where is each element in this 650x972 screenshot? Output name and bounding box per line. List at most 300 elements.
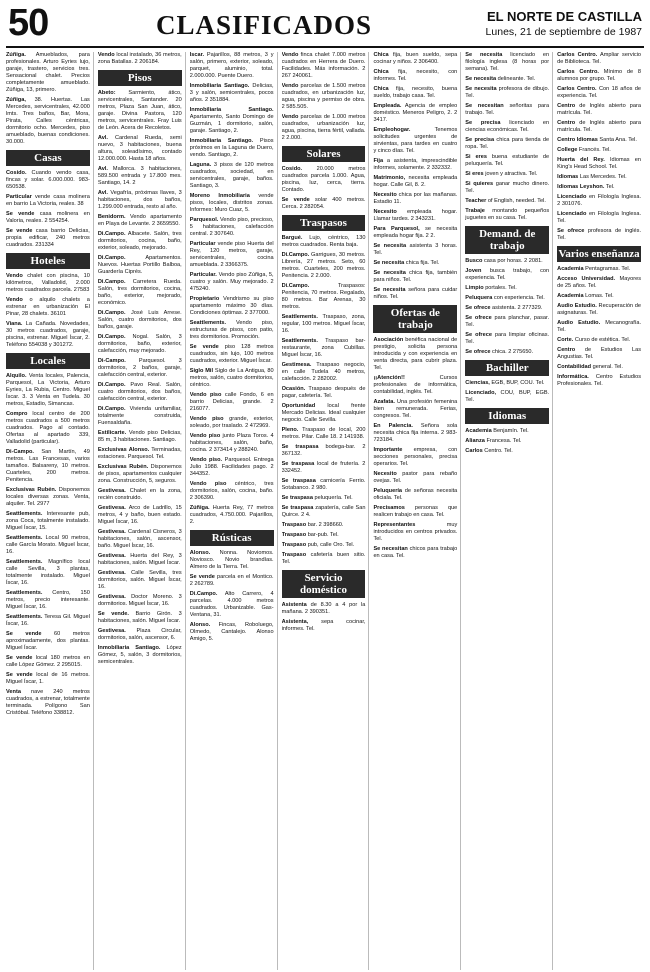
ad-lead: Carlos Centro. (557, 52, 598, 58)
ad-lead: Academia (557, 266, 584, 272)
classified-ad (282, 495, 366, 502)
ad-lead: Informática. (557, 374, 589, 380)
ad-lead: Chica (373, 52, 389, 58)
classified-ad (465, 295, 549, 302)
ad-text: Albacete. Salón, tres dormitorios, cocina, baño, exterior, soleado, mejorado. (97, 231, 182, 251)
classified-ad (557, 52, 641, 66)
ad-lead: Se precisa (465, 137, 495, 143)
ad-text: 20.000 metros cuadrados parcela 1.000. Agua, piscina, luz, cerca, tierra. Contado. (281, 166, 366, 193)
ad-text: Chalet en la zona, recién construido. (97, 488, 182, 501)
ad-text: Lomas. Tel. (583, 293, 614, 299)
ad-text: Parquesol. 3 dormitorios, 2 baños, garaje, calefacción central, exterior. (97, 358, 182, 378)
ad-text: muy introducidos en centros privados. Tel. (373, 522, 458, 542)
ad-text: general. Tel. (591, 364, 623, 370)
classified-ad (6, 194, 90, 208)
ad-lead: Se necesita (373, 243, 407, 249)
ad-text: busca trabajo, con experiencia. Tel. (465, 268, 550, 281)
ad-text: Traspaso, zona, regular, 100 metros. Miguel Íscar, 16. (281, 314, 366, 334)
ad-lead: Necesito (373, 209, 397, 215)
classified-ad (282, 52, 366, 80)
ad-lead: Gestivesa. (97, 628, 126, 634)
ad-lead: Siglo Mil (189, 368, 214, 374)
ad-lead: Benidorm. (97, 214, 126, 220)
classified-ad (190, 83, 274, 104)
classified-ad (373, 52, 457, 66)
ad-text: Apartamento, Santo Domingo de Guzmán, 1 dormitorio, salón, garaje. Santiago, 2. (189, 114, 274, 134)
ad-text: bar. 2 398660. (306, 522, 344, 528)
ad-lead: Iscar. (189, 52, 205, 58)
classified-columns (6, 52, 644, 970)
classified-ad (465, 52, 549, 73)
ad-text: Mallorca. 3 habitaciones, 589.500 entrada y 17.800 mes. Santiago, 14. 2 (97, 166, 182, 186)
ad-text: de 8.30 a 4 por la mañana. 2 390351. (281, 602, 366, 615)
ad-lead: Inmobiliaria Santiago. (97, 645, 161, 651)
ad-lead: Centro (557, 120, 576, 126)
classified-ad (282, 235, 366, 249)
ad-lead: Audio Estudio. (557, 320, 601, 326)
ad-lead: Ciencias, (465, 380, 490, 386)
ad-text: Huerta Rey, 77 metros cuadrados, 4.750.000. Pajarillos, 2. (189, 505, 274, 525)
classified-column (557, 52, 644, 970)
ad-text: cafetería buen sitio. Tel. (281, 552, 366, 565)
classified-ad (282, 283, 366, 311)
ad-lead: Peluquera (465, 295, 493, 301)
ad-lead: Di.Campo. (97, 231, 126, 237)
classified-ad (98, 190, 182, 211)
ad-text: Vendo piso Delicias, 85 m, 3 habitaciones. Santiago. (97, 430, 182, 443)
classified-ad (98, 488, 182, 502)
ad-lead: Zúñiga. (6, 52, 26, 58)
ad-lead: Se traspasa (281, 478, 316, 484)
classified-ad (282, 427, 366, 441)
ad-text: Siglo de La Antigua, 80 metros, salón, cuatro dormitorios, céntrico. (189, 368, 274, 388)
ad-lead: Vendo (6, 273, 23, 279)
ad-lead: Limpio (465, 285, 484, 291)
ad-lead: Necesito (373, 471, 397, 477)
ad-text: fija, necesito, buena sueldo, trabajo casa. Tel. (373, 86, 458, 99)
ad-text: Traspaso negocio, en calle Tudela 40 metros, calefacción. 2 282002. (281, 362, 366, 382)
ad-lead: Chica (373, 86, 389, 92)
ad-text: Vendo piso, estructuras de pisos, con patio, tres dormitorios. Promoción. (189, 320, 274, 340)
ad-lead: Licenciado, (465, 390, 497, 396)
ad-lead: Di.Campo. (97, 382, 126, 388)
ad-text: Curso de estética. Tel. (573, 337, 631, 343)
ad-text: para limpiar oficinas. Tel. (465, 332, 550, 345)
category-heading: Bachiller (465, 360, 549, 376)
ad-lead: Chica (373, 69, 389, 75)
ad-lead: Vendo (281, 52, 299, 58)
category-heading: Pisos (98, 70, 182, 86)
ad-lead: Centro Idiomas (557, 137, 598, 143)
classified-ad (282, 166, 366, 194)
ad-lead: Gestimesa. (281, 362, 312, 368)
ad-text: López Gómez, 5, salón, 3 dormitorios, semicentrales. (97, 645, 182, 665)
ad-lead: Di-Campo. (6, 449, 34, 455)
ad-lead: Carlos (465, 448, 483, 454)
ad-text: Parquesol. Entrega Julio 1988. Facilidades pago. 2 344352. (189, 457, 274, 477)
classified-ad (190, 368, 274, 389)
classified-ad (465, 448, 549, 455)
classified-ad (282, 403, 366, 424)
ad-text: Disponemos locales diversas zonas. Venta, alquiler. Tel. 2977 (6, 487, 90, 507)
classified-column (373, 52, 461, 970)
category-heading: Traspasos (282, 215, 366, 231)
classified-ad (282, 252, 366, 280)
ad-lead: Gestivesa. (97, 570, 126, 576)
ad-lead: Traspaso (281, 522, 307, 528)
ad-lead: Asistenta, (281, 619, 309, 625)
ad-text: de Inglés abierto para matrícula. Tel. (557, 103, 642, 116)
ad-lead: Se necesitan (465, 103, 504, 109)
ad-text: asistenta. 2 277329. (490, 305, 543, 311)
ad-lead: Exclusivas Alonso. (97, 447, 150, 453)
ad-lead: Gestivesa. (97, 529, 126, 535)
ad-lead: Seattlements. (6, 559, 43, 565)
ad-text: Vendrismo su piso apartamento máximo 30 días. Condiciones óptimas. 2 377000. (189, 296, 274, 316)
ad-text: Carretera Rueda. Salón, tres dormitorios, cocina, baño, exterior, mejorado, económico. (97, 279, 182, 306)
ad-text: Mecanografía. Tel. (557, 320, 642, 333)
ad-text: Venta locales, Palencia, Parquesol, La Victoria, Arturo Eyries, La Rubia, Centro. Miguel Íscar. 3. 3 Venta en Tudela. 30 metros, Estadio, Simancas. (6, 373, 90, 407)
classified-ad (557, 137, 641, 144)
ad-text: finca chalet 7.000 metros cuadrados en Herrera de Duero. Facilidades. Más información. 2 267 240061. (281, 52, 366, 79)
section-title: CLASIFICADOS (156, 10, 373, 40)
classified-ad (282, 461, 366, 475)
ad-text: Vendo piso, precioso, 5 habitaciones, calefacción central. 2 307640. (189, 217, 274, 237)
classified-ad (98, 310, 182, 331)
ad-lead: Laguna. (189, 162, 212, 168)
ad-text: delineante. Tel. (496, 76, 536, 82)
ad-text: personas que realicen trabajo en casa. Tel. (373, 505, 458, 518)
ad-lead: Matrimonio, (373, 175, 406, 181)
classified-ad (465, 332, 549, 346)
classified-ad (98, 52, 182, 66)
ad-lead: Inmobiliaria Santiago. (189, 83, 250, 89)
ad-lead: Asociación (373, 337, 404, 343)
classified-ad (282, 602, 366, 616)
ad-lead: Fija (373, 158, 384, 164)
page-header (6, 2, 644, 48)
classified-ad (465, 390, 549, 404)
ad-lead: Exclusivas Rubén. (97, 464, 149, 470)
ad-text: Traspaso de local, 200 metros. Pilar. Calle 18. 2 141938. (281, 427, 366, 440)
ad-text: parcelas de 1.000 metros cuadrados, urbanización luz, agua, piscina, tierra fértil, vallada. 2 2.000. (281, 114, 366, 141)
classified-ad (98, 645, 182, 666)
ad-lead: Se ofrece (465, 332, 492, 338)
ad-lead: En Palencia. (373, 423, 413, 429)
ad-text: licenciado en filología inglesa (8 horas por semana). Tel. (465, 52, 550, 72)
classified-ad (190, 574, 274, 588)
classified-ad (190, 241, 274, 269)
ad-lead: Si quieres (465, 181, 494, 187)
ad-lead: Azafata. (373, 399, 395, 405)
classified-ad (190, 591, 274, 619)
ad-lead: ¡¡Atención!! (373, 375, 405, 381)
ad-text: chalet con piscina, 10 kilómetros, Valladolid, 2.000 metros cuadrados parcela. 27583 (6, 273, 90, 293)
classified-ad (557, 211, 641, 225)
ad-text: Traspaso bar-restaurante, zona Cubillas. Miguel Íscar, 16. (281, 338, 366, 358)
classified-ad (465, 86, 549, 100)
classified-ad (557, 174, 641, 181)
classified-ad (190, 193, 274, 214)
ad-text: para planchar, pasar. Tel. (465, 315, 550, 328)
ad-lead: Teacher (465, 198, 487, 204)
ad-text: carnicería Ferrio. Sotabanco. 2 980. (281, 478, 366, 491)
ad-lead: Se ofrece (465, 305, 491, 311)
ad-text: empleada hogar. Llamar tardes. 2 343231. (373, 209, 458, 222)
ad-lead: Carlos Centro. (557, 86, 597, 92)
ad-text: Con 18 años de experiencia. Tel. (557, 86, 642, 99)
ad-text: casa por horas. 2 2081. (482, 258, 543, 264)
ad-lead: Se vende (6, 655, 33, 661)
ad-text: ganar mucho dinero. Tel. (465, 181, 550, 194)
ad-text: vende pisos, locales, distritos zonas. Informes: Muro Cuaz, 5. (189, 193, 274, 213)
classified-ad (190, 433, 274, 454)
ad-text: Mayores de 25 años. Tel. (557, 276, 642, 289)
ad-text: Pisos próximos en la Laguna de Duero, vendo. Santiago, 2. (189, 138, 274, 158)
classified-ad (6, 614, 90, 628)
classified-ad (373, 103, 457, 124)
ad-lead: Se necesita (465, 52, 503, 58)
ad-text: Cardenal Rueda, semi nuevo, 3 habitaciones, buena altura, soleadísimo, contado 12.000.000. Hasta 18 años. (97, 135, 182, 162)
classified-ad (6, 170, 90, 191)
ad-text: licenciado en ciencias económicas. Tel. (465, 120, 550, 133)
ad-lead: Compro (6, 411, 28, 417)
ad-lead: Se ofrece (465, 349, 491, 355)
ad-text: Recuperación de asignaturas. Tel. (557, 303, 641, 316)
ad-text: zapatería, calle San Quirce. 2 4. (281, 505, 366, 518)
classified-ad (190, 344, 274, 365)
classified-ad (98, 553, 182, 567)
classified-ad (98, 430, 182, 444)
ad-text: joven y atractiva. Tel. (483, 171, 538, 177)
ad-text: chica fija. Tel. (404, 260, 440, 266)
classified-ad (557, 184, 641, 191)
category-heading: Demand. de trabajo (465, 226, 549, 254)
ad-lead: Zúñiga, (6, 97, 26, 103)
classified-ad (373, 287, 457, 301)
issue-date: Lunes, 21 de septiembre de 1987 (485, 26, 642, 38)
classified-column (282, 52, 370, 970)
ad-lead: Di.Campo. (97, 334, 126, 340)
ad-lead: Se precisa (465, 120, 501, 126)
ad-text: chicos para trabajo en casa. Tel. (373, 546, 458, 559)
classified-ad (190, 320, 274, 341)
ad-lead: Zúñiga. (189, 505, 210, 511)
ad-text: con experiencia. Tel. (492, 295, 545, 301)
ad-text: Huerta del Rey, 3 habitaciones, salón. Miguel Íscar. (97, 553, 182, 566)
classified-ad (557, 147, 641, 154)
ad-lead: Seattlements. (189, 320, 227, 326)
ad-text: Sarmiento, ático, servicentrales, Santander. 20 metros, Plaza San Juan, ático, garaje. Divina Pastora, 120 metros, servicentrales. Fray Luis de León. Acera de Recoletos. (97, 90, 182, 131)
classified-ad (6, 590, 90, 611)
ad-text: COU, BUP, EGB. Tel. (465, 390, 550, 403)
classified-ad (373, 158, 457, 172)
ad-lead: Seattlements. (281, 314, 318, 320)
classified-ad (6, 511, 90, 532)
ad-lead: Gestivesa. (97, 594, 126, 600)
ad-lead: Di.Campo. (189, 591, 218, 597)
classified-ad (373, 86, 457, 100)
ad-text: profesora de dibujo. Tel. (465, 86, 550, 99)
classified-ad (6, 52, 90, 94)
classified-ad (557, 86, 641, 100)
category-heading: Locales (6, 353, 90, 369)
ad-text: 3 pisos de 120 metros cuadrados, sociedad, en servicentrales, garaje, baños. Santiago, 3. (189, 162, 274, 189)
classified-ad (373, 488, 457, 502)
ad-lead: Seattlements. (6, 511, 43, 517)
classified-ad (465, 268, 549, 282)
ad-text: Vegafría, próximas llaves, 3 habitaciones, dos baños, 1.299.000 entrada, resto al año. (97, 190, 182, 210)
ad-text: señora para cuidar niños. Tel. (373, 287, 458, 300)
ad-text: Santa Ana. Tel. (597, 137, 637, 143)
ad-lead: Para Parquesol, (373, 226, 420, 232)
ad-text: local frente Mercado Delicias. Ideal cualquier negocio. Calle Sevilla. (281, 403, 366, 423)
ad-text: fija, buen sueldo, sepa cocinar y niños. 2 306400. (373, 52, 458, 65)
classified-ad (282, 197, 366, 211)
ad-lead: Se vende (6, 211, 35, 217)
ad-lead: Ocasión. (281, 386, 306, 392)
category-heading: Varios enseñanza (558, 248, 640, 260)
classified-ad (98, 214, 182, 228)
ad-lead: Se vende (189, 344, 219, 350)
ad-lead: Di.Campo. (281, 252, 310, 258)
ad-text: Cuando vendo casa, fincas y solar. 6.000.000. 983-650538. (6, 170, 90, 190)
classified-ad (6, 655, 90, 669)
ad-lead: Viana. (6, 321, 23, 327)
ad-lead: Gestivesa. (97, 505, 126, 511)
ad-text: local 180 metros en calle López Gómez. 2 295015. (6, 655, 90, 668)
classified-ad (6, 411, 90, 446)
classified-ad (98, 464, 182, 485)
ad-text: Terminadas, estaciones. Parquesol. Tel. (97, 447, 182, 460)
classified-ad (6, 211, 90, 225)
classified-ad (557, 320, 641, 334)
ad-lead: Di.Campo. (281, 283, 310, 289)
ad-lead: Vendo (97, 52, 115, 58)
ad-text: Mínimo de 8 alumnos por grupo. Tel. (557, 69, 642, 82)
classified-ad (98, 90, 182, 132)
ad-text: calle Fondo, 6 en barrio Delicias, grande. 2 216077. (189, 392, 274, 412)
classified-ad (373, 69, 457, 83)
ad-lead: Di.Campo. (97, 279, 126, 285)
category-heading: Rústicas (190, 530, 274, 546)
ad-text: Interesante pub, zona Coca, totalmente instalado. Miguel Íscar, 15. (6, 511, 90, 531)
ad-text: asistenta 3 horas. Tel. (373, 243, 458, 256)
ad-lead: Idiomas Leyshon. (557, 184, 605, 190)
classified-ad (98, 406, 182, 427)
classified-ad (282, 478, 366, 492)
ad-text: local centro de 200 metros cuadrados a 500 metros cuadrados. Pago al contado. Ofertas al apartado 339, Valladolid (particular). (6, 411, 90, 445)
ad-text: pub, calle Oro. Tel. (306, 542, 355, 548)
ad-lead: Particular. (189, 272, 217, 278)
ad-text: Doctor Moreno. 3 dormitorios. Miguel Íscar, 16. (97, 594, 182, 607)
classified-ad (465, 137, 549, 151)
ad-lead: Seattlements. (6, 614, 43, 620)
ad-text: necesita empleada hogar. Calle Gil, 8. 2. (373, 175, 458, 188)
ad-text: portales. Tel. (483, 285, 517, 291)
classified-ad (373, 270, 457, 284)
ad-lead: Precisamos (373, 505, 405, 511)
ad-text: Tel. (604, 184, 615, 190)
ad-text: Nonna. Noviomos. Noviosco. Novio brandías. Almero de la Tierra. Tel. (189, 550, 274, 570)
ad-lead: Alianza (465, 438, 485, 444)
ad-lead: Se necesitan (373, 546, 408, 552)
ad-lead: Particular (189, 241, 216, 247)
ad-lead: Abeto: (97, 90, 116, 96)
classified-ad (373, 260, 457, 267)
ad-lead: Se vende (189, 574, 215, 580)
classified-ad (465, 285, 549, 292)
ad-lead: Representantes (373, 522, 416, 528)
ad-lead: Audio Estudio. (557, 303, 597, 309)
category-heading: Hoteles (6, 253, 90, 269)
classified-ad (98, 594, 182, 608)
classified-ad (6, 631, 90, 652)
classified-ad (373, 337, 457, 372)
ad-text: Plaza Circular, dormitorios, salón, ascensor, 6. (97, 628, 182, 641)
ad-text: Centro, 150 metros, precio interesante. Miguel Íscar, 16. (6, 590, 90, 610)
classified-ad (190, 550, 274, 571)
ad-lead: Estilicarte. (97, 430, 127, 436)
ad-text: Vendo apartamento en Playa de Levante. 2 3659550. (97, 214, 182, 227)
ad-text: Pajarillos, 88 metros, 3 y salón, primero, exterior, soleado, parquet, aluminio, total. 2.000.000. Puente Duero. (189, 52, 274, 79)
ad-text: Barrio Girón. 3 habitaciones, salón. Miguel Íscar. (97, 611, 182, 624)
classified-ad (465, 154, 549, 168)
ad-lead: Vendo (6, 297, 23, 303)
classified-ad (282, 542, 366, 549)
classified-ad (373, 192, 457, 206)
ad-text: montando pequeños juguetes en su casa. Tel. (465, 208, 550, 221)
ad-lead: Alquilo. (6, 373, 27, 379)
ad-lead: Contabilidad (557, 364, 592, 370)
classified-ad (373, 127, 457, 155)
ad-lead: Seattlements. (6, 535, 43, 541)
classified-ad (282, 522, 366, 529)
ad-lead: Se traspasa (281, 495, 313, 501)
classified-ad (282, 314, 366, 335)
ad-text: solar 400 metros. Cerca. 2 282054. (281, 197, 366, 210)
ad-text: Garrigues, 30 metros. Librería, 27 metros. Seto, 60 metros. Cuarteles, 200 metros. Penitencia. 2 2.000. (281, 252, 366, 279)
ad-text: vende piso Huerta del Rey, 120 metros, garaje, servicentrales, cocina amueblada. 2 3366375. (189, 241, 274, 268)
classified-ad (373, 522, 457, 543)
ad-lead: Se traspasa (281, 461, 315, 467)
category-heading: Servicio doméstico (282, 570, 366, 598)
ad-text: benéfica nacional de prestigio, solicita persona introducida y con experiencia en venta directa, para cubrir plaza. Tel. (373, 337, 458, 371)
ad-lead: Trabaje (465, 208, 485, 214)
ad-text: Arco de Ladrillo, 15 metros, 4 y baño, buen estado. Miguel Íscar, 16. (97, 505, 182, 525)
classified-ad (557, 293, 641, 300)
ad-lead: Corte. (557, 337, 574, 343)
classified-ad (190, 162, 274, 190)
ad-text: grande, exterior, soleado, por traslado. 2 472969. (189, 416, 274, 429)
ad-text: local instalado, 36 metros, zona Batallas. 2 206184. (97, 52, 182, 65)
classified-ad (98, 382, 182, 403)
ad-text: de Estudios Las Angustias. Tel. (557, 347, 642, 360)
classified-ad (190, 505, 274, 526)
classified-ad (190, 457, 274, 478)
classified-ad (465, 315, 549, 329)
ad-lead: Se vende. (97, 611, 129, 617)
ad-text: Centro. Tel. (482, 448, 513, 454)
ad-lead: Se vende (6, 672, 33, 678)
ad-text: 38. Huertas. Las Mercedes, servicentrales, 42.000 lmts. Tres baños, Bar, Mora, Pirata, Calles céntricas, dormitorio ocho. Mercedes, piso amueblado, buenas condiciones. 30.000. (6, 97, 90, 145)
ad-text: Las Mercedes. Tel. (578, 174, 627, 180)
classified-ad (6, 689, 90, 717)
ad-text: chica para tienda de ropa. Tel. (465, 137, 550, 150)
classified-ad (282, 386, 366, 400)
classified-ad (557, 364, 641, 371)
ad-lead: Di.Campo. (97, 406, 126, 412)
